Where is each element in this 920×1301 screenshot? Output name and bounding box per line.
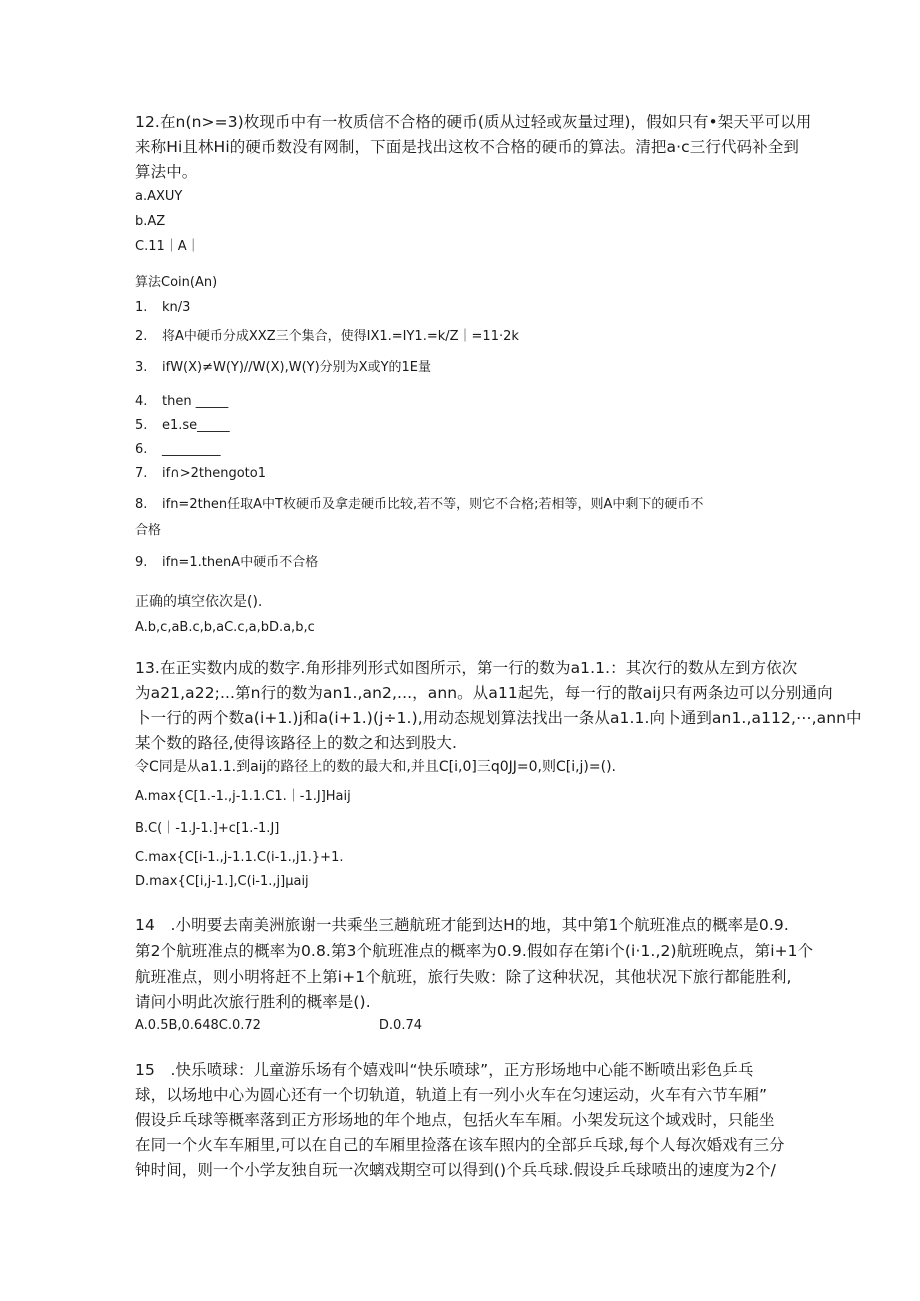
step-number: 2. bbox=[135, 329, 148, 344]
q12-step-9 bbox=[135, 556, 318, 569]
q12-algorithm-title: 算法Coin(An) bbox=[135, 275, 218, 290]
q13-option-c: C.max{C[i-1.,j-1.1.C(i-1.,j1.}+1. bbox=[135, 850, 344, 865]
step-text: kn/3 bbox=[162, 300, 191, 315]
q13-stem-line-1: 13.在正实数内成的数字.角形排列形式如图所示，第一行的数为a1.1.：其次行的数从左到方依次 bbox=[135, 659, 798, 677]
q12-step-4 bbox=[135, 395, 228, 408]
step-number: 6. bbox=[135, 442, 148, 457]
q14-stem-line-3: 航班准点，则小明将赶不上第i+1个航班，旅行失败：除了这种状况，其他状况下旅行都能胜利, bbox=[135, 968, 792, 986]
q15-stem-line-2: 球，以场地中心为圆心还有一个切轨道，轨道上有一列小火车在匀速运动，火车有六节车厢” bbox=[135, 1086, 768, 1104]
q12-stem-line-1: 12.在n(n>=3)枚现币中有一枚质信不合格的硬币(质从过轻或灰量过理)，假如只有•架天平可以用 bbox=[135, 113, 812, 131]
q12-option-c: C.11｜A｜ bbox=[135, 239, 200, 254]
q15-stem-line-1: 15 .快乐喷球：儿童游乐场有个嬉戏叫“快乐喷球”，正方形场地中心能不断喷出彩色乒乓 bbox=[135, 1061, 754, 1079]
step-text: if∩>2thengoto1 bbox=[162, 466, 266, 481]
step-number: 3. bbox=[135, 360, 148, 375]
q14-answers bbox=[135, 1019, 422, 1032]
q14-stem-line-1: 14 .小明要去南美洲旅谢一共乘坐三趟航班才能到达H的地，其中第1个航班准点的概率是0.9. bbox=[135, 916, 789, 934]
q12-stem-line-2: 来称Hi且林Hi的硬币数没有网制，下面是找出这枚不合格的硬币的算法。清把a·c三行代码补全到 bbox=[135, 138, 799, 156]
q12-step-6 bbox=[135, 443, 221, 456]
q12-option-b: b.AZ bbox=[135, 214, 166, 229]
q15-stem-line-4: 在同一个火车车厢里,可以在自己的车厢里捡落在该车照内的全部乒乓球,每个人每次婚戏有三分 bbox=[135, 1136, 785, 1154]
q12-step-2 bbox=[135, 330, 519, 343]
q12-answers: A.b,c,aB.c,b,aC.c,a,bD.a,b,c bbox=[135, 620, 315, 635]
step-text: then _____ bbox=[162, 394, 229, 409]
q12-stem-line-3: 算法中。 bbox=[135, 163, 198, 181]
q14-answers-abc: A.0.5B,0.648C.0.72 bbox=[135, 1018, 261, 1033]
q15-stem-line-3: 假设乒乓球等概率落到正方形场地的年个地点，包括火车车厢。小架发玩这个域戏时，只能坐 bbox=[135, 1111, 775, 1129]
step-number: 8. bbox=[135, 497, 148, 512]
step-number: 4. bbox=[135, 394, 148, 409]
q13-stem-line-4: 某个数的路径,使得该路径上的数之和达到股大. bbox=[135, 734, 458, 752]
step-text: ifW(X)≠W(Y)//W(X),W(Y)分别为X或Y的1E量 bbox=[162, 360, 431, 375]
q13-option-a: A.max{C[1.-1.,j-1.1.C1.｜-1.J]Haij bbox=[135, 789, 351, 804]
step-number: 9. bbox=[135, 555, 148, 570]
q14-stem-line-4: 请问小明此次旅行胜利的概率是(). bbox=[135, 993, 371, 1011]
q12-step-8 bbox=[135, 498, 703, 511]
q12-step-1 bbox=[135, 301, 190, 314]
q12-step-8-continued: 合格 bbox=[135, 523, 162, 538]
step-text: _________ bbox=[162, 442, 221, 457]
step-number: 5. bbox=[135, 418, 148, 433]
q13-option-d: D.max{C[i,j-1.],C(i-1.,j]µaij bbox=[135, 874, 309, 889]
q12-question: 正确的填空依次是(). bbox=[135, 594, 263, 610]
step-text: 将A中硬币分成XXZ三个集合，使得IX1.=IY1.=k/Z｜=11·2k bbox=[162, 329, 519, 344]
q13-stem-line-5: 令C同是从a1.1.到aij的路径上的数的最大和,并且C[i,0]三q0JJ=0,则C[i,j)=(). bbox=[135, 759, 616, 775]
q12-step-3 bbox=[135, 361, 431, 374]
step-text: ifn=1.thenA中硬币不合格 bbox=[162, 555, 319, 570]
q13-stem-line-2: 为a21,a22;...第n行的数为an1.,an2,...，ann。从a11起先，每一行的散aij只有两条边可以分别通向 bbox=[135, 684, 833, 702]
q15-stem-line-5: 钟时间，则一个小学友独自玩一次螭戏期空可以得到()个兵乓球.假设乒乓球喷出的速度为2个/ bbox=[135, 1161, 777, 1179]
step-number: 1. bbox=[135, 300, 148, 315]
q14-answer-d: D.0.74 bbox=[378, 1018, 422, 1033]
step-number: 7. bbox=[135, 466, 148, 481]
q12-option-a: a.AXUY bbox=[135, 189, 183, 204]
q12-step-7 bbox=[135, 467, 266, 480]
q13-stem-line-3: 卜一行的两个数a(i+1.)j和a(i+1.)(j÷1.),用动态规划算法找出一条从a1.1.向卜通到an1.,a112,⋯,ann中 bbox=[135, 709, 862, 727]
step-text: ifn=2then任取A中T枚硬币及拿走硬币比较,若不等，则它不合格;若相等，则A中剩下的硬币不 bbox=[162, 497, 704, 512]
q12-step-5 bbox=[135, 419, 230, 432]
q13-option-b: B.C(｜-1.J-1.]+c[1.-1.J] bbox=[135, 821, 280, 836]
q14-stem-line-2: 第2个航班准点的概率为0.8.第3个航班准点的概率为0.9.假如存在第i个(i·1.,2)航班晚点，第i+1个 bbox=[135, 942, 814, 960]
step-text: e1.se_____ bbox=[162, 418, 230, 433]
